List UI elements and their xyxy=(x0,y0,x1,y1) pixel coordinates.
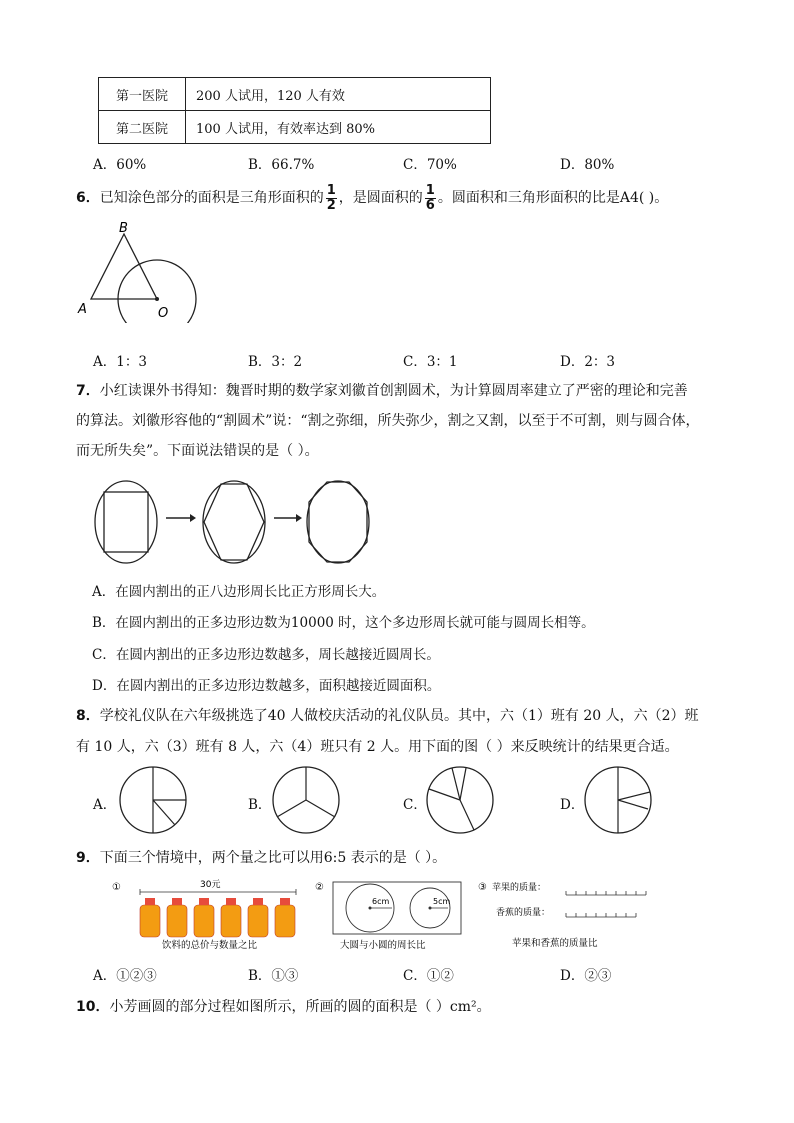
label-a: A xyxy=(78,302,87,317)
hospital-detail: 200 人试用，120 人有效 xyxy=(186,78,491,111)
q7-option-b[interactable]: B．在圆内割出的正多边形边数为10000 时，这个多边形周长就可能与圆周长相等。 xyxy=(92,615,595,631)
q6-text-a: 已知涂色部分的面积是三角形面积的 xyxy=(99,190,324,206)
pie-a[interactable] xyxy=(120,767,186,833)
panel2-caption: 大圆与小圆的周长比 xyxy=(340,940,426,951)
q8-option-b[interactable]: B． xyxy=(248,797,272,813)
q9-option-c[interactable]: C．①② xyxy=(403,968,454,984)
price-label: 30元 xyxy=(200,880,221,890)
panel1-mark: ① xyxy=(112,882,121,893)
q5-option-b[interactable]: B．66.7% xyxy=(248,157,315,173)
q5-option-a[interactable]: A．60% xyxy=(93,157,147,173)
table-row xyxy=(99,111,491,144)
q6-text-c: 。圆面积和三角形面积的比是A4( )。 xyxy=(437,190,669,206)
q9-line: 9．下面三个情境中，两个量之比可以用6:5 表示的是（ ）。 xyxy=(76,850,447,866)
label-b: B xyxy=(119,221,128,236)
q8-line1: 8．学校礼仪队在六年级挑选了40 人做校庆活动的礼仪队员。其中，六（1）班有 20 人，六（2）班 xyxy=(76,708,699,724)
q7-line3: 而无所失矣”。下面说法错误的是（ ）。 xyxy=(76,443,319,459)
banana-label: 香蕉的质量： xyxy=(496,908,551,918)
panel3-mark: ③ xyxy=(478,882,487,893)
cutting-circle-figure xyxy=(90,478,390,568)
hospital-name: 第二医院 xyxy=(99,111,186,144)
panel2-mark: ② xyxy=(315,882,324,893)
q6-option-c[interactable]: C．3：1 xyxy=(403,354,458,370)
hospital-name: 第一医院 xyxy=(99,78,186,111)
hospital-table xyxy=(98,77,491,144)
big-radius: 6cm xyxy=(372,897,390,906)
q7-line2: 的算法。刘徽形容他的“割圆术”说：“割之弥细，所失弥少，割之又割，以至于不可割，则与圆合体， xyxy=(76,413,700,429)
q6-text xyxy=(76,183,668,213)
q9-option-d[interactable]: D．②③ xyxy=(560,968,612,984)
panel1-caption: 饮料的总价与数量之比 xyxy=(162,940,258,951)
small-radius: 5cm xyxy=(433,897,451,906)
fraction-sixth: $\frac{1}{6}$ xyxy=(425,182,435,213)
panel3-caption: 苹果和香蕉的质量比 xyxy=(512,938,598,949)
q6-text-b: ，是圆面积的 xyxy=(338,190,423,206)
q7-line1: 7．小红读课外书得知：魏晋时期的数学家刘徽首创割圆术，为计算圆周率建立了严密的理论和完善 xyxy=(76,383,688,399)
q7-option-c[interactable]: C．在圆内割出的正多边形边数越多，周长越接近圆周长。 xyxy=(92,647,440,663)
q8-option-a[interactable]: A． xyxy=(93,797,117,813)
q8-line2: 有 10 人，六（3）班有 8 人，六（4）班只有 2 人。用下面的图（ ）来反映统计的结果更合适。 xyxy=(76,739,679,755)
triangle-circle-figure xyxy=(75,218,205,323)
q6-number: 6． xyxy=(76,190,100,206)
q8-option-d[interactable]: D． xyxy=(560,797,585,813)
q6-option-b[interactable]: B．3：2 xyxy=(248,354,303,370)
q9-option-b[interactable]: B．①③ xyxy=(248,968,299,984)
pie-d[interactable] xyxy=(585,767,651,833)
pie-b[interactable] xyxy=(273,767,339,833)
q7-option-d[interactable]: D．在圆内割出的正多边形边数越多，面积越接近圆面积。 xyxy=(92,678,441,694)
q5-option-d[interactable]: D．80% xyxy=(560,157,615,173)
label-o: O xyxy=(158,306,169,321)
q5-option-c[interactable]: C．70% xyxy=(403,157,457,173)
drink-bottles-icon xyxy=(140,898,295,937)
hospital-detail: 100 人试用，有效率达到 80% xyxy=(186,111,491,144)
q9-option-a[interactable]: A．①②③ xyxy=(93,968,157,984)
q10-line: 10．小芳画圆的部分过程如图所示，所画的圆的面积是（ ）cm²。 xyxy=(76,999,491,1015)
table-row xyxy=(99,78,491,111)
q8-option-c[interactable]: C． xyxy=(403,797,427,813)
q7-option-a[interactable]: A．在圆内割出的正八边形周长比正方形周长大。 xyxy=(92,584,386,600)
pie-options xyxy=(110,765,670,837)
q6-option-d[interactable]: D．2：3 xyxy=(560,354,616,370)
q9-scenarios-figure xyxy=(100,875,660,955)
apple-label: 苹果的质量： xyxy=(492,883,547,893)
pie-c[interactable] xyxy=(427,767,493,833)
fraction-half: $\frac{1}{2}$ xyxy=(326,182,336,213)
q6-option-a[interactable]: A．1：3 xyxy=(93,354,147,370)
